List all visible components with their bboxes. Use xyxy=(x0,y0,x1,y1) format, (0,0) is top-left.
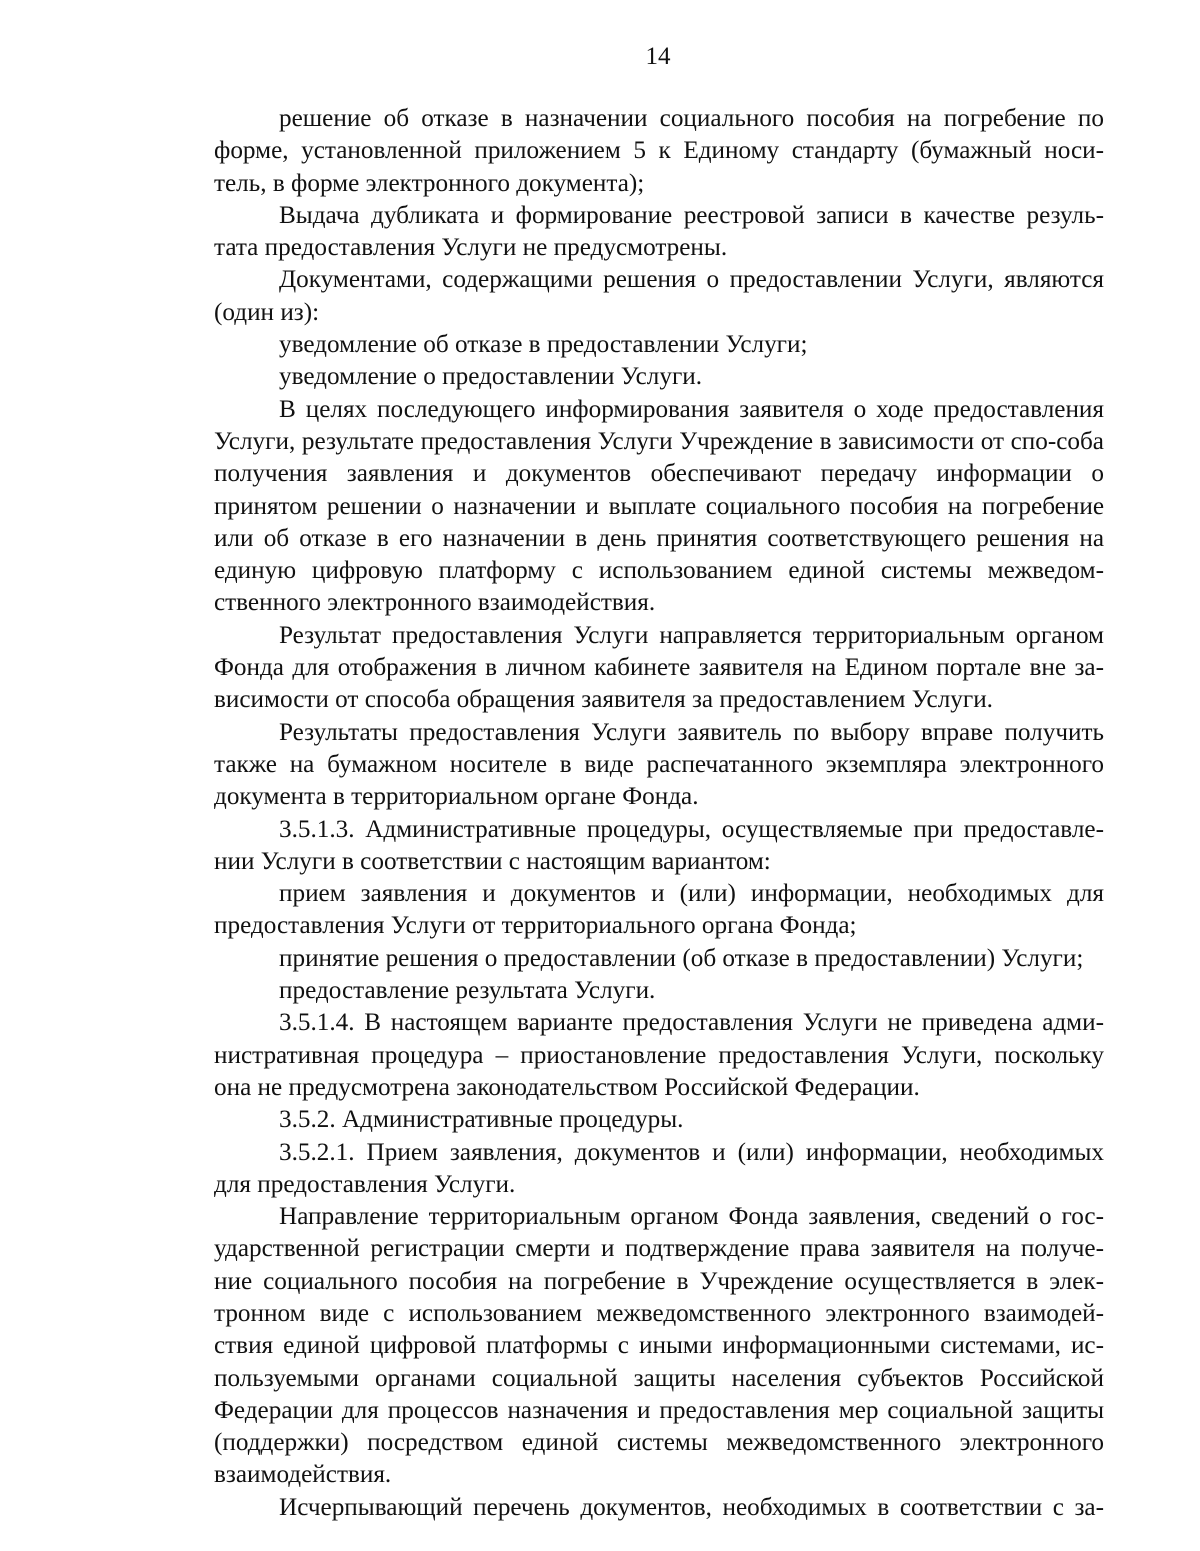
paragraph-duplicate-not-provided: Выдача дубликата и формирование реестровой записи в качестве резуль-тата предоставления Услуги не предусмотрены. xyxy=(214,201,1104,262)
paragraph-section-3-5-1-4: 3.5.1.4. В настоящем варианте предоставления Услуги не приведена адми-нистративная процедура – приостановление предоставления Услуги, поскольку она не предусмотрена законодательством Российской Федерации. xyxy=(214,1009,1104,1101)
paragraph-paper-result: Результаты предоставления Услуги заявитель по выбору вправе получить также на бумажном носителе в виде распечатанного экземпляра электронного документа в территориальном органе Фонда. xyxy=(214,718,1104,811)
list-item-providing-result: предоставление результата Услуги. xyxy=(279,977,656,1005)
document-body xyxy=(214,103,1104,1524)
list-item-provision-notice: уведомление о предоставлении Услуги. xyxy=(279,363,703,391)
list-item-decision-making: принятие решения о предоставлении (об отказе в предоставлении) Услуги; xyxy=(279,944,1084,972)
list-item-refusal-notice: уведомление об отказе в предоставлении Услуги; xyxy=(279,331,808,359)
heading-section-3-5-2: 3.5.2. Административные процедуры. xyxy=(279,1106,684,1134)
paragraph-fund-direction: Направление территориальным органом Фонда заявления, сведений о гос-ударственной регистрации смерти и подтверждение права заявителя на получе-ние социального пособия на погребение в Учреждение осуществляется в элек-тронном виде с использованием межведомственного электронного взаимодей-ствия единой цифровой платформы с иными информационными системами, ис-пользуемыми органами социальной защиты населения субъектов Российской Федерации для процессов назначения и предоставления мер социальной защиты (поддержки) посредством единой системы межведомственного электронного взаимодействия. xyxy=(214,1203,1104,1489)
paragraph-exhaustive-list: Исчерпывающий перечень документов, необходимых в соответствии с за- xyxy=(279,1493,1104,1521)
heading-section-3-5-2-1: 3.5.2.1. Прием заявления, документов и (или) информации, необходимых для предоставления Услуги. xyxy=(214,1138,1104,1198)
page-number: 14 xyxy=(645,43,671,70)
paragraph-result-personal-account: Результат предоставления Услуги направляется территориальным органом Фонда для отображения в личном кабинете заявителя на Едином портале вне за-висимости от способа обращения заявителя за предоставлением Услуги. xyxy=(214,621,1104,714)
paragraph-informing-applicant: В целях последующего информирования заявителя о ходе предоставления Услуги, результате предоставления Услуги Учреждение в зависимости от спо-соба получения заявления и документов обеспечивают передачу информации о принятом решении о назначении и выплате социального пособия на погребение или об отказе в его назначении в день принятия соответствующего решения на единую цифровую платформу с использованием единой системы межведом-ственного электронного взаимодействия. xyxy=(214,395,1104,617)
paragraph-section-3-5-1-3: 3.5.1.3. Административные процедуры, осуществляемые при предоставле-нии Услуги в соответствии с настоящим вариантом: xyxy=(214,815,1104,875)
paragraph-decision-documents: Документами, содержащими решения о предоставлении Услуги, являются (один из): xyxy=(214,266,1104,326)
list-item-receiving-application: прием заявления и документов и (или) информации, необходимых для предоставления Услуги от территориального органа Фонда; xyxy=(214,880,1104,940)
paragraph-refusal-decision: решение об отказе в назначении социального пособия на погребение по форме, установленной приложением 5 к Единому стандарту (бумажный носи-тель, в форме электронного документа); xyxy=(214,105,1104,197)
